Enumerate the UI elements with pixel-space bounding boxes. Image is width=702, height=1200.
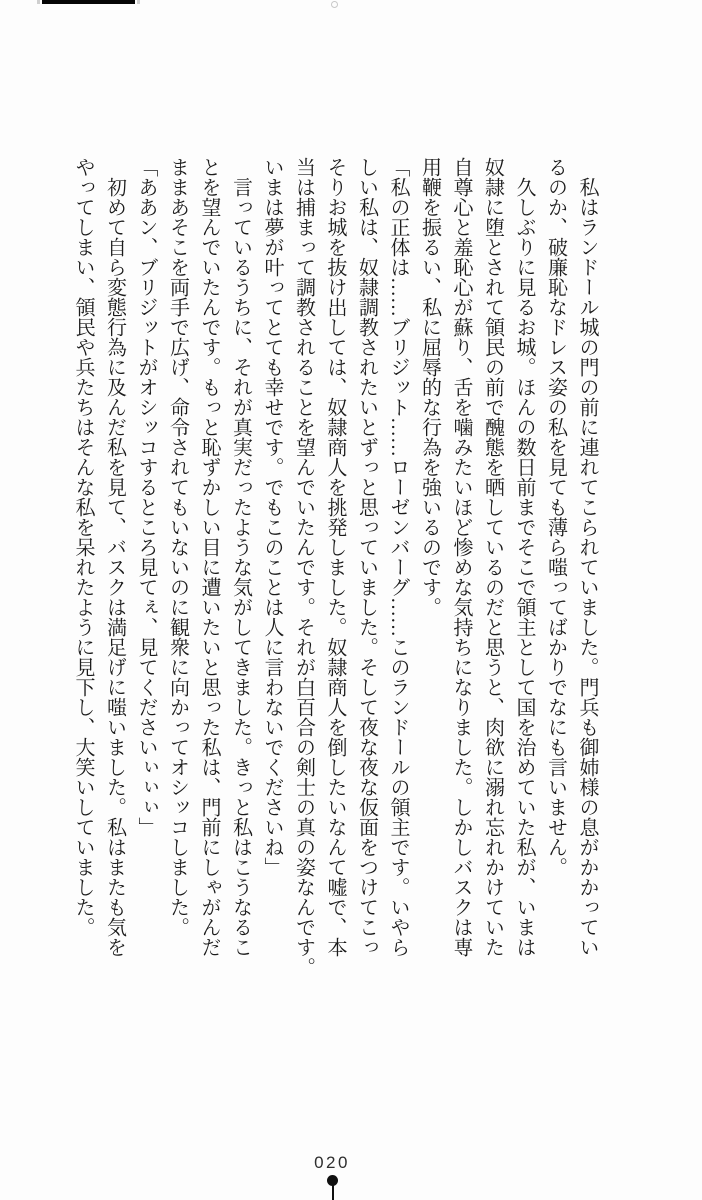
text-column: 言っているうちに、それが真実だったような気がしてきました。きっと私はこうなるこ bbox=[229, 157, 252, 957]
vertical-text-block bbox=[72, 157, 598, 977]
text-column: るのか、破廉恥なドレス姿の私を見ても薄ら嗤ってばかりでなにも言いません。 bbox=[544, 157, 567, 877]
text-column: しい私は、奴隷調教されたいとずっと思っていました。そして夜な夜な仮面をつけてこっ bbox=[355, 157, 378, 957]
text-column: 「私の正体は……ブリジット……ローゼンバーグ……このランドールの領主です。いやら bbox=[387, 157, 409, 957]
text-column: 「ああン、ブリジットがオシッコするところ見てぇ、見てくださいぃぃぃ」 bbox=[135, 157, 157, 837]
top-edge-rule bbox=[42, 0, 135, 4]
text-column: 私はランドール城の門の前に連れてこられていました。門兵も御姉様の息がかかってい bbox=[576, 157, 598, 957]
text-column: 初めて自ら変態行為に及んだ私を見て、バスクは満足げに嗤いました。私はまたも気を bbox=[103, 157, 126, 957]
text-column: 奴隷に堕とされて領民の前で醜態を晒しているのだと思うと、肉欲に溺れ忘れかけていた bbox=[481, 157, 504, 957]
text-column: 当は捕まって調教されることを望んでいたんです。それが白百合の剣士の真の姿なんです。 bbox=[292, 157, 315, 977]
text-column: やってしまい、領民や兵たちはそんな私を呆れたように見下し、大笑いしていました。 bbox=[72, 157, 94, 937]
text-column: 自尊心と羞恥心が蘇り、舌を噛みたいほど惨めな気持ちになりました。しかしバスクは専 bbox=[450, 157, 472, 957]
registration-dot bbox=[331, 1, 338, 8]
text-column: とを望んでいたんです。もっと恥ずかしい目に遭いたいと思った私は、門前にしゃがんだ bbox=[198, 157, 220, 957]
text-column: ままあそこを両手で広げ、命令されてもいないのに観衆に向かってオシッコしました。 bbox=[166, 157, 189, 937]
text-column: 用鞭を振るい、私に屈辱的な行為を強いるのです。 bbox=[418, 157, 441, 617]
text-column: そりお城を抜け出しては、奴隷商人を挑発しました。奴隷商人を倒したいなんて嘘で、本 bbox=[324, 157, 346, 957]
text-column: 久しぶりに見るお城。ほんの数日前までそこで領主として国を治めていた私が、いまは bbox=[513, 157, 535, 957]
spine-pin-ornament bbox=[327, 1175, 338, 1186]
page-number: 020 bbox=[314, 1153, 350, 1172]
text-column: いまは夢が叶ってとても幸せです。でもこのことは人に言わないでくださいね」 bbox=[261, 157, 283, 877]
